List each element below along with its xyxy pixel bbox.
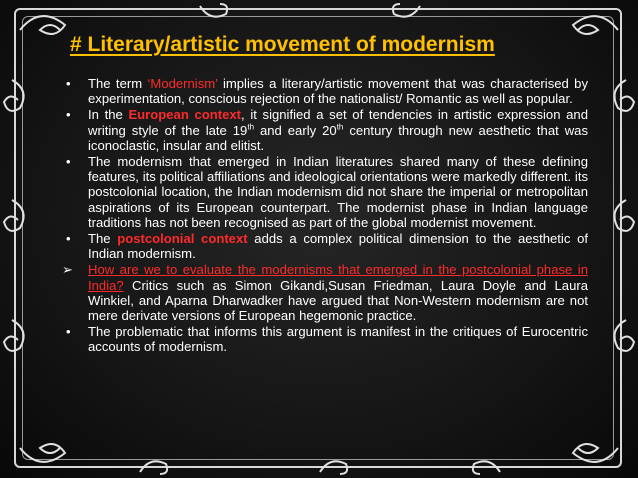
left-swirl-3 [4, 320, 24, 351]
arrow-bullet-icon: ➢ [62, 262, 73, 278]
bullet-item-6: • The problematic that informs this argument is manifest in the critiques of Eurocentric accounts of modernism. [66, 324, 588, 355]
question-link[interactable]: How are we to evaluate the modernisms that emerged in the postcolonial phase in India? [88, 262, 588, 293]
bottom-swirl-3 [473, 461, 500, 474]
corner-scroll-top-left [20, 16, 65, 34]
bullet-item-5: ➢ How are we to evaluate the modernisms that emerged in the postcolonial phase in India? Critics such as Simon Gikandi,Susan Friedman, Laura Doyle and Laura Winkiel, and Aparna Dharwadker have argued that Non-Western modernism are not mere derivate versions of European hegemonic practice. [62, 262, 588, 324]
left-swirl-1 [4, 80, 24, 111]
bottom-swirl-2 [320, 461, 347, 474]
right-swirl-3 [614, 320, 634, 351]
highlight-european-context: European context [128, 107, 242, 123]
corner-scroll-top-right [573, 16, 618, 34]
corner-scroll-bottom-left [20, 444, 65, 462]
top-swirl-2 [393, 4, 420, 17]
left-swirl-2 [4, 200, 24, 231]
bullet-marker: • [66, 107, 71, 123]
slide-title: # Literary/artistic movement of modernism [70, 33, 495, 56]
bullet-item-4: • The postcolonial context adds a complex political dimension to the aesthetic of Indian modernism. [66, 231, 588, 262]
bullet-marker: • [66, 76, 71, 91]
highlight-modernism: ‘Modernism’ [147, 76, 218, 91]
corner-scroll-bottom-right [573, 444, 618, 462]
top-swirl-1 [200, 4, 227, 17]
bullet-item-3: • The modernism that emerged in Indian literatures shared many of these defining features, its political affiliations and ideological orientations were markedly different. its postcolonial location, the Indian modernism did not share the imperial or metropolitan aspirations of its European counterpart. The modernist phase in Indian language traditions has not been recognised as part of the global modernist movement. [66, 154, 588, 230]
bullet-item-1: • The term ‘Modernism’ implies a literary/artistic movement that was characterised by experimentation, conscious rejection of the nationalist/ Romantic as well as popular. [66, 76, 588, 107]
bullet-marker: • [66, 324, 71, 340]
bottom-swirl-1 [140, 461, 167, 474]
highlight-postcolonial-context: postcolonial context [117, 231, 248, 247]
bullet-list [62, 76, 588, 356]
bullet-item-2: • In the European context, it signified a set of tendencies in artistic expression and writing style of the late 19th and early 20th century through new aesthetic that was iconoclastic, insular and elitist. [66, 107, 588, 153]
right-swirl-2 [614, 200, 634, 231]
bullet-marker: • [66, 231, 71, 247]
right-swirl-1 [614, 80, 634, 111]
bullet-marker: • [66, 154, 71, 170]
